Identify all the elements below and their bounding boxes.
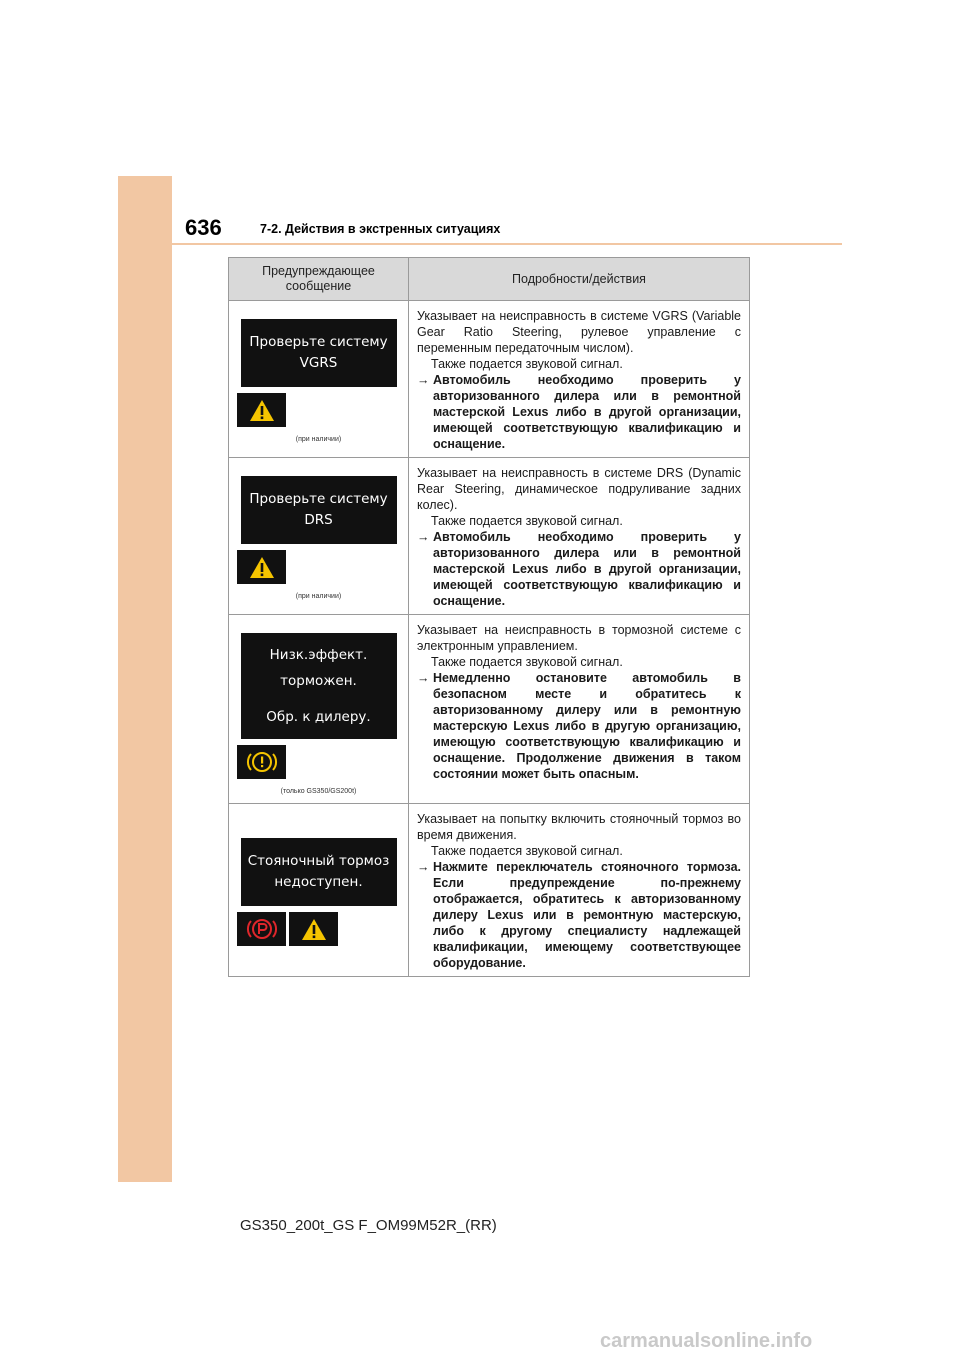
warning-triangle-icon [289,912,338,946]
screen-line: Проверьте систему [249,334,388,350]
model-code: GS350_200t_GS F_OM99M52R_(RR) [240,1217,497,1234]
indicator-icons [237,912,408,946]
action-text: Автомобиль необходимо проверить у авторизованного дилера или в ремонтной мастерской Lexus либо в другой организации, имеющей соответствующую квалификацию и оснащение. [433,373,741,451]
sound-note: Также подается звуковой сигнал. [431,514,623,528]
table-row [229,804,750,977]
header-rule [172,243,842,245]
screen-line: Низк.эффект. [269,647,368,663]
action-text: Автомобиль необходимо проверить у авторизованного дилера или в ремонтной мастерской Lexus либо в другой организации, имеющей соответствующую квалификацию и оснащение. [433,530,741,608]
column-header-message: Предупреждающее сообщение [229,258,409,301]
table-row [229,615,750,804]
details-cell [409,804,750,977]
screen-line: Стояночный тормоз [247,853,390,869]
message-cell [229,615,409,804]
action-item [417,529,741,609]
description-text: Указывает на неисправность в системе DRS (Dynamic Rear Steering, динамическое подруливание задних колес). [417,466,741,512]
table-row [229,301,750,458]
availability-caption: (при наличии) [295,593,342,600]
arrow-icon: → [417,373,430,387]
column-header-details: Подробности/действия [409,258,750,301]
parking-brake-icon [237,912,286,946]
screen-line: Проверьте систему [249,491,388,507]
details-cell [409,458,750,615]
watermark: carmanualsonline.info [600,1330,813,1352]
table-header-row [229,258,750,301]
screen-line: DRS [304,512,333,528]
description-text: Указывает на неисправность в системе VGRS (Variable Gear Ratio Steering, рулевое управление с переменным передаточным числом). [417,309,741,355]
display-screen [241,838,397,906]
warning-triangle-icon [237,550,286,584]
screen-line: VGRS [299,355,338,371]
brake-warning-icon [237,745,286,779]
message-cell [229,458,409,615]
display-screen [241,476,397,544]
section-title: 7-2. Действия в экстренных ситуациях [260,222,501,236]
details-cell [409,615,750,804]
arrow-icon: → [417,671,430,685]
sound-note: Также подается звуковой сигнал. [431,655,623,669]
warning-messages-table [228,257,750,977]
availability-caption: (при наличии) [295,436,342,443]
details-cell [409,301,750,458]
arrow-icon: → [417,860,430,874]
indicator-icons [237,393,408,427]
warning-triangle-icon [237,393,286,427]
display-screen [241,319,397,387]
screen-line: Обр. к дилеру. [266,709,371,725]
description-text: Указывает на попытку включить стояночный тормоз во время движения. [417,812,741,842]
action-item [417,670,741,782]
table-row [229,458,750,615]
action-text: Нажмите переключатель стояночного тормоза. Если предупреждение по-прежнему отображается, обратитесь к авторизованному дилеру Lexus или в ремонтную мастерскую, либо к другому специалисту надлежащей квалификации, имеющему соответствующее оборудование. [433,860,741,970]
page-number: 636 [185,215,222,240]
action-text: Немедленно остановите автомобиль в безопасном месте и обратитесь к авторизованному дилеру или в ремонтную мастерскую Lexus либо в другую организацию, имеющую соответствующую квалификацию и оснащение. Продолжение движения в таком состоянии может быть опасным. [433,671,741,781]
description-text: Указывает на неисправность в тормозной системе с электронным управлением. [417,623,741,653]
action-item [417,859,741,971]
message-cell [229,301,409,458]
display-screen [241,633,397,739]
indicator-icons [237,550,408,584]
sound-note: Также подается звуковой сигнал. [431,844,623,858]
arrow-icon: → [417,530,430,544]
message-cell [229,804,409,977]
sound-note: Также подается звуковой сигнал. [431,357,623,371]
indicator-icons [237,745,408,779]
action-item [417,372,741,452]
chapter-side-band [118,176,172,1182]
screen-line: недоступен. [274,874,363,890]
availability-caption: (только GS350/GS200t) [280,788,357,795]
screen-line: торможен. [280,673,357,689]
